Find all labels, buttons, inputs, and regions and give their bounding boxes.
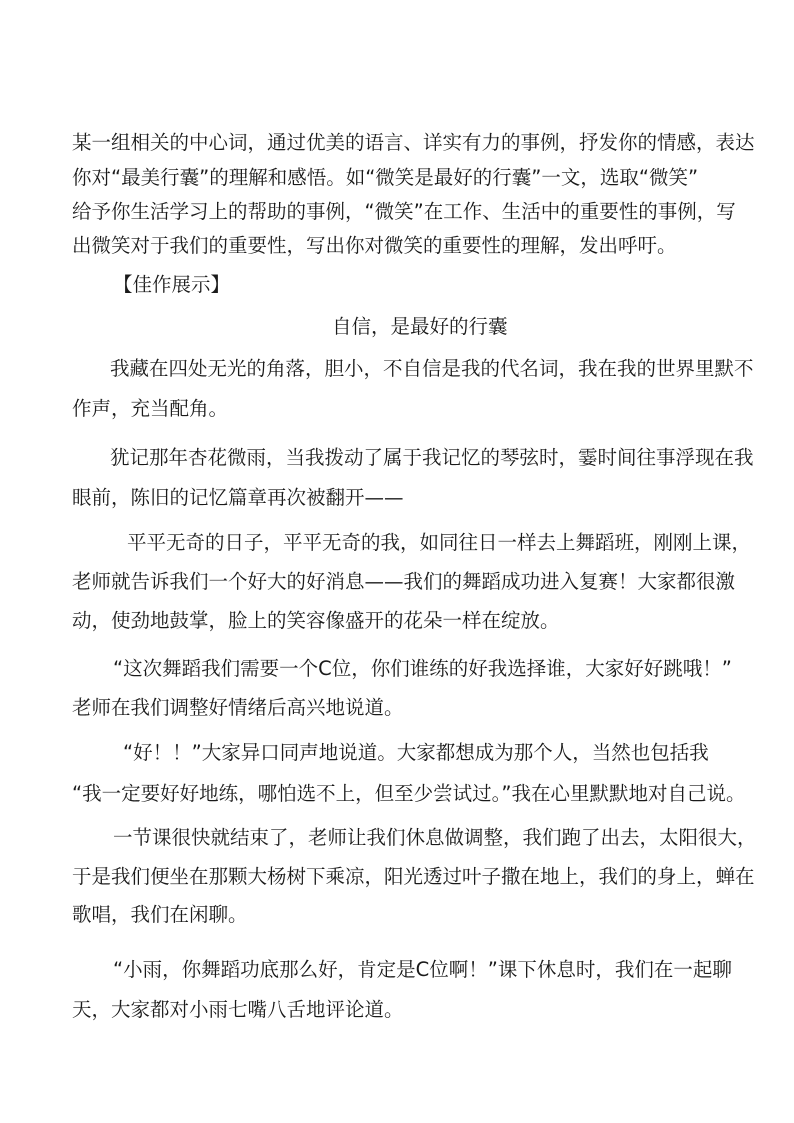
text-line: 作声，充当配角。: [72, 397, 229, 420]
text-line: 平平无奇的日子，平平无奇的我，如同往日一样去上舞蹈班，刚刚上课，: [127, 531, 752, 554]
text-line: 我藏在四处无光的角落，胆小，不自信是我的代名词，我在我的世界里默不: [110, 357, 754, 380]
text-line: “这次舞蹈我们需要一个C位，你们谁练的好我选择谁，大家好好跳哦！”: [113, 657, 732, 680]
text-line: 出微笑对于我们的重要性，写出你对微笑的重要性的理解，发出呼吁。: [72, 234, 677, 257]
text-line: “小雨，你舞蹈功底那么好，肯定是C位啊！”课下休息时，我们在一起聊: [113, 958, 732, 981]
section-heading: 【佳作展示】: [113, 273, 231, 296]
text-line: 眼前，陈旧的记忆篇章再次被翻开——: [72, 486, 404, 509]
text-line: “我一定要好好地练，哪怕选不上，但至少尝试过。”我在心里默默地对自己说。: [72, 782, 746, 805]
text-line: 老师就告诉我们一个好大的好消息——我们的舞蹈成功进入复赛！大家都很激: [72, 570, 736, 593]
text-line: 你对“最美行囊”的理解和感悟。如“微笑是最好的行囊”一文，选取“微笑”: [72, 166, 699, 189]
text-line: 一节课很快就结束了，老师让我们休息做调整，我们跑了出去，太阳很大，: [113, 826, 757, 849]
text-line: 动，使劲地鼓掌，脸上的笑容像盛开的花朵一样在绽放。: [72, 609, 560, 632]
text-line: 某一组相关的中心词，通过优美的语言、详实有力的事例，抒发你的情感，表达: [72, 131, 755, 154]
text-line: 天，大家都对小雨七嘴八舌地评论道。: [72, 998, 404, 1021]
text-line: 老师在我们调整好情绪后高兴地说道。: [72, 696, 404, 719]
text-line: 歌唱，我们在闲聊。: [72, 903, 248, 926]
text-line: 给予你生活学习上的帮助的事例，“微笑”在工作、生活中的重要性的事例，写: [72, 200, 736, 223]
text-line: “好！！”大家异口同声地说道。大家都想成为那个人，当然也包括我: [123, 741, 709, 764]
essay-title: 自信，是最好的行囊: [332, 315, 508, 338]
text-line: 于是我们便坐在那颗大杨树下乘凉，阳光透过叶子撒在地上，我们的身上，蝉在: [72, 865, 755, 888]
text-line: 犹记那年杏花微雨，当我拨动了属于我记忆的琴弦时，霎时间往事浮现在我: [110, 446, 754, 469]
